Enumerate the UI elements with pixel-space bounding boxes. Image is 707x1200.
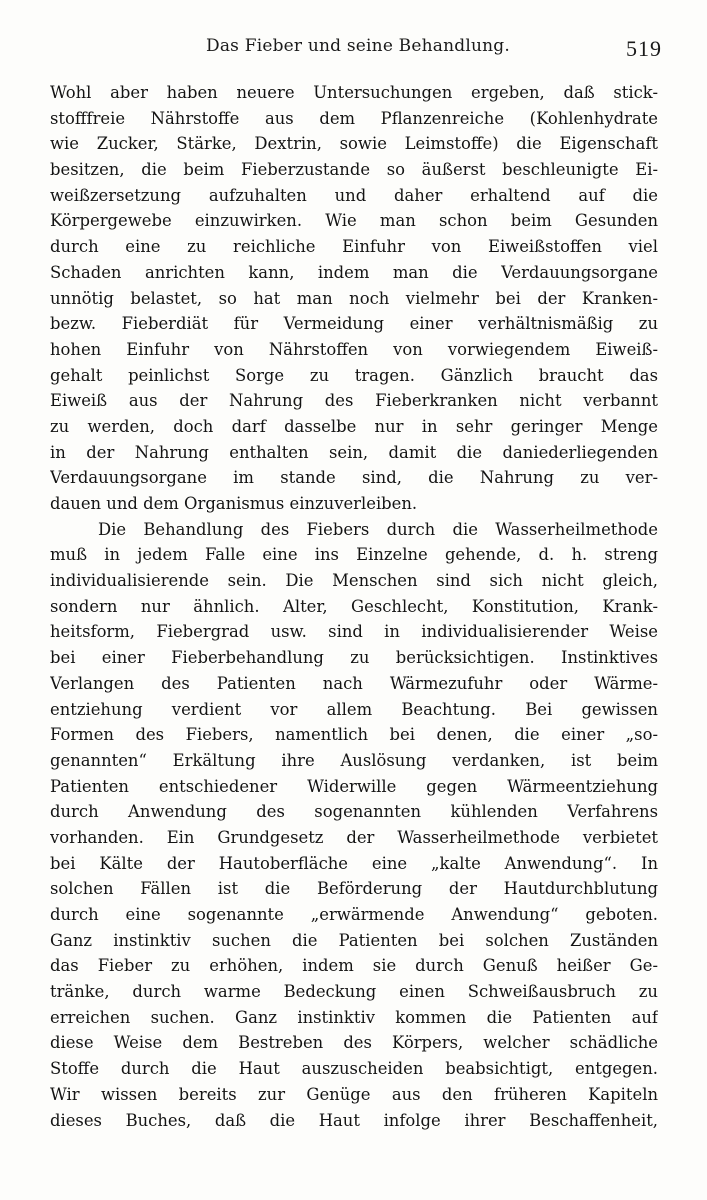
- text-line: Schaden anrichten kann, indem man die Verdauungsorgane: [50, 262, 658, 282]
- text-line: besitzen, die beim Fieberzustande so äußerst beschleunigte Ei-: [50, 160, 658, 180]
- paragraph: [50, 80, 658, 517]
- text-line: durch eine zu reichliche Einfuhr von Eiweißstoffen viel: [50, 237, 658, 257]
- text-line: dieses Buches, daß die Haut infolge ihrer Beschaffenheit,: [50, 1110, 658, 1130]
- text-line: tränke, durch warme Bedeckung einen Schweißausbruch zu: [50, 982, 658, 1002]
- text-line: entziehung verdient vor allem Beachtung. Bei gewissen: [50, 699, 658, 719]
- text-line: durch Anwendung des sogenannten kühlenden Verfahrens: [50, 802, 658, 822]
- body-text: [50, 80, 658, 1133]
- text-line: in der Nahrung enthalten sein, damit die daniederliegenden: [50, 442, 658, 462]
- running-title: Das Fieber und seine Behandlung.: [206, 36, 510, 56]
- text-line: Ganz instinktiv suchen die Patienten bei solchen Zuständen: [50, 930, 658, 950]
- text-line: zu werden, doch darf dasselbe nur in sehr geringer Menge: [50, 416, 658, 436]
- text-line: Stoffe durch die Haut auszuscheiden beabsichtigt, entgegen.: [50, 1059, 658, 1079]
- text-line: Verlangen des Patienten nach Wärmezufuhr oder Wärme-: [50, 673, 658, 693]
- text-line: Wohl aber haben neuere Untersuchungen ergeben, daß stick-: [50, 83, 658, 102]
- text-line: bei einer Fieberbehandlung zu berücksichtigen. Instinktives: [50, 648, 658, 668]
- text-line: heitsform, Fiebergrad usw. sind in individualisierender Weise: [50, 622, 658, 642]
- page-number: 519: [626, 36, 662, 61]
- text-line: stofffreie Nährstoffe aus dem Pflanzenreiche (Kohlenhydrate: [50, 108, 658, 128]
- text-line: muß in jedem Falle eine ins Einzelne gehende, d. h. streng: [50, 545, 658, 565]
- text-line: vorhanden. Ein Grundgesetz der Wasserheilmethode verbietet: [50, 827, 658, 847]
- text-line: durch eine sogenannte „erwärmende Anwendung“ geboten.: [50, 905, 658, 924]
- text-line: Wir wissen bereits zur Genüge aus den früheren Kapiteln: [50, 1084, 658, 1104]
- text-line: Verdauungsorgane im stande sind, die Nahrung zu ver-: [50, 468, 658, 488]
- text-line: Die Behandlung des Fiebers durch die Wasserheilmethode: [98, 519, 658, 539]
- text-line: bei Kälte der Hautoberfläche eine „kalte Anwendung“. In: [50, 853, 658, 873]
- text-line: das Fieber zu erhöhen, indem sie durch Genuß heißer Ge-: [50, 956, 658, 976]
- text-line: bezw. Fieberdiät für Vermeidung einer verhältnismäßig zu: [50, 314, 658, 334]
- text-line: solchen Fällen ist die Beförderung der Hautdurchblutung: [50, 879, 658, 899]
- text-line: Patienten entschiedener Widerwille gegen Wärmeentziehung: [50, 776, 658, 796]
- text-line: hohen Einfuhr von Nährstoffen von vorwiegendem Eiweiß-: [50, 339, 658, 359]
- text-line: unnötig belastet, so hat man noch vielmehr bei der Kranken-: [50, 288, 658, 308]
- text-line: genannten“ Erkältung ihre Auslösung verdanken, ist beim: [50, 750, 658, 770]
- text-line: gehalt peinlichst Sorge zu tragen. Gänzlich braucht das: [50, 365, 658, 385]
- text-line: weißzersetzung aufzuhalten und daher erhaltend auf die: [50, 185, 658, 205]
- text-line: diese Weise dem Bestreben des Körpers, welcher schädliche: [50, 1033, 658, 1053]
- text-line: sondern nur ähnlich. Alter, Geschlecht, Konstitution, Krank-: [50, 596, 658, 616]
- text-line: erreichen suchen. Ganz instinktiv kommen die Patienten auf: [50, 1007, 658, 1027]
- text-line: Formen des Fiebers, namentlich bei denen, die einer „so-: [50, 725, 658, 745]
- text-line: Eiweiß aus der Nahrung des Fieberkranken nicht verbannt: [50, 391, 658, 411]
- page-header: [60, 36, 662, 62]
- text-line: Körpergewebe einzuwirken. Wie man schon beim Gesunden: [50, 211, 658, 231]
- text-line: dauen und dem Organismus einzuverleiben.: [50, 494, 418, 513]
- text-line: wie Zucker, Stärke, Dextrin, sowie Leimstoffe) die Eigenschaft: [50, 134, 658, 154]
- text-line: individualisierende sein. Die Menschen sind sich nicht gleich,: [50, 571, 658, 591]
- paragraph: [50, 517, 658, 1134]
